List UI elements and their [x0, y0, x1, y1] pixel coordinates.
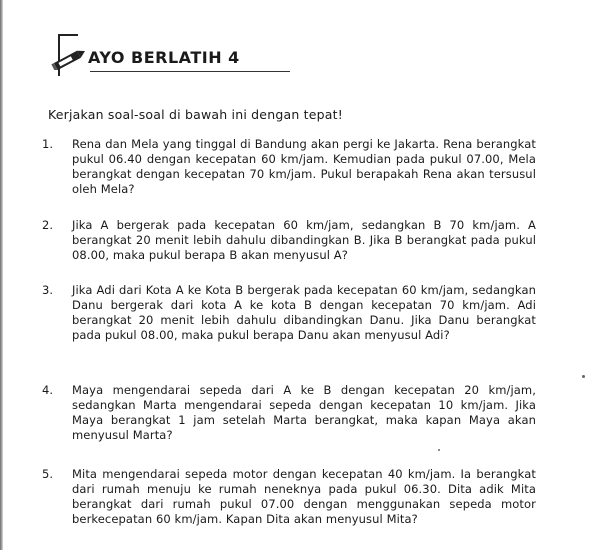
instruction-text: Kerjakan soal-soal di bawah ini dengan tepat! [48, 107, 343, 122]
section-header [50, 34, 350, 80]
pencil-icon [50, 48, 90, 70]
question-text: Rena dan Mela yang tinggal di Bandung akan pergi ke Jakarta. Rena berangkat pukul 06.40 dengan kecepatan 60 km/jam. Kemudian pada pukul 07.00, Mela berangkat dengan kecepatan 70 km/jam. Pukul berapakah Rena akan tersusul oleh Mela? [72, 137, 536, 196]
question-number: 3. [42, 283, 53, 297]
question-number: 5. [42, 467, 53, 481]
section-title: AYO BERLATIH 4 [88, 48, 240, 67]
scan-edge [0, 0, 3, 550]
question-number: 4. [42, 383, 53, 397]
question-number: 2. [42, 218, 53, 232]
question-text: Maya mengendarai sepeda dari A ke B dengan kecepatan 20 km/jam, sedangkan Marta mengendarai sepeda dengan kecepatan 10 km/jam. Jika Maya berangkat 1 jam setelah Marta berangkat, maka kapan Maya akan menyusul Marta? [72, 383, 536, 442]
question-number: 1. [42, 137, 53, 151]
question-text: Jika Adi dari Kota A ke Kota B bergerak pada kecepatan 60 km/jam, sedangkan Danu bergerak dari kota A ke kota B dengan kecepatan 70 km/jam. Adi berangkat 20 menit lebih dahulu dibandingkan Danu. Jika Danu berangkat pada pukul 08.00, maka pukul berapa Danu akan menyusul Adi? [72, 283, 536, 342]
header-underline [90, 71, 290, 72]
scan-speck [582, 375, 585, 378]
question-text: Mita mengendarai sepeda motor dengan kecepatan 40 km/jam. Ia berangkat dari rumah menuju ke rumah neneknya pada pukul 06.30. Dita adik Mita berangkat dari rumah pukul 07.00 dengan menggunakan sepeda motor berkecepatan 60 km/jam. Kapan Dita akan menyusul Mita? [72, 467, 536, 526]
question-text: Jika A bergerak pada kecepatan 60 km/jam, sedangkan B 70 km/jam. A berangkat 20 menit lebih dahulu dibandingkan B. Jika B berangkat pada pukul 08.00, maka pukul berapa B akan menyusul A? [72, 218, 536, 262]
scan-speck [438, 449, 440, 451]
